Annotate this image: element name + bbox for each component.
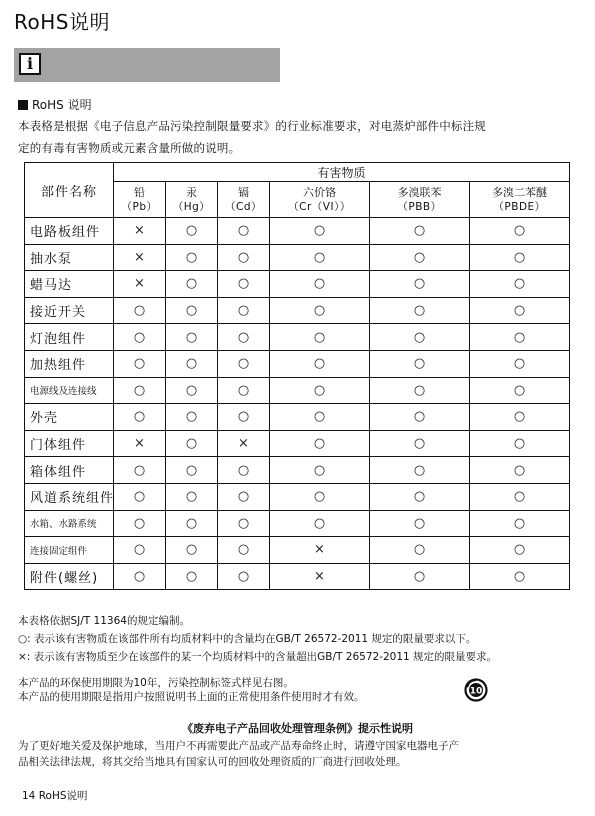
substance-mark-cell: ○ [114, 297, 166, 324]
substance-mark-cell: ○ [218, 537, 270, 564]
recycle-body [18, 738, 588, 770]
env-protection-line: 本产品的环保使用期限为10年，污染控制标签式样见右图。 [18, 677, 294, 689]
notes [18, 612, 588, 666]
section-heading [18, 96, 92, 113]
table-row [25, 537, 570, 564]
substance-mark-cell: × [114, 218, 166, 245]
substance-mark-cell: ○ [166, 483, 218, 510]
substance-mark-cell: ○ [114, 537, 166, 564]
bullet-square-icon [18, 100, 28, 110]
part-name-cell: 灯泡组件 [25, 324, 114, 351]
substance-mark-cell: ○ [114, 457, 166, 484]
part-name-cell: 门体组件 [25, 430, 114, 457]
part-name-cell: 外壳 [25, 404, 114, 431]
substance-mark-cell: ○ [370, 244, 470, 271]
substance-mark-cell: × [114, 430, 166, 457]
substance-mark-cell: ○ [470, 297, 570, 324]
part-name-cell: 接近开关 [25, 297, 114, 324]
substance-mark-cell: ○ [166, 377, 218, 404]
note-line: ○: 表示该有害物质在该部件所有均质材料中的含量均在GB/T 26572-2011 规定的限量要求以下。 [18, 633, 477, 645]
substance-mark-cell: × [114, 271, 166, 298]
substance-name: 多溴联苯 [397, 185, 442, 199]
substance-mark-cell: ○ [370, 457, 470, 484]
substance-mark-cell: ○ [114, 377, 166, 404]
substance-mark-cell: ○ [166, 537, 218, 564]
substance-mark-cell: ○ [270, 430, 370, 457]
table-row [25, 324, 570, 351]
table-row [25, 430, 570, 457]
substance-mark-cell: ○ [218, 510, 270, 537]
substance-mark-cell: ○ [370, 377, 470, 404]
substance-mark-cell: ○ [114, 404, 166, 431]
substance-mark-cell: × [270, 563, 370, 590]
info-icon: i [19, 53, 41, 75]
substance-mark-cell: ○ [166, 297, 218, 324]
substance-mark-cell: ○ [370, 324, 470, 351]
hazardous-substances-header: 有害物质 [114, 163, 570, 182]
substance-mark-cell: ○ [270, 377, 370, 404]
substance-mark-cell: ○ [166, 563, 218, 590]
substance-mark-cell: ○ [470, 404, 570, 431]
substance-header [114, 182, 166, 218]
substance-mark-cell: ○ [270, 457, 370, 484]
table-row [25, 350, 570, 377]
substance-mark-cell: ○ [218, 244, 270, 271]
substance-mark-cell: ○ [370, 483, 470, 510]
substance-mark-cell: ○ [470, 457, 570, 484]
substance-mark-cell: ○ [166, 457, 218, 484]
substance-mark-cell: ○ [218, 324, 270, 351]
page-footer: 14 RoHS说明 [22, 790, 88, 802]
substance-mark-cell: ○ [270, 324, 370, 351]
substance-mark-cell: ○ [218, 271, 270, 298]
substance-symbol: （Cd） [225, 200, 262, 213]
part-name-cell: 风道系统组件 [25, 483, 114, 510]
substance-mark-cell: ○ [218, 350, 270, 377]
substance-mark-cell: ○ [470, 563, 570, 590]
table-row [25, 271, 570, 298]
substance-mark-cell: ○ [370, 218, 470, 245]
intro-line: 本表格是根据《电子信息产品污染控制限量要求》的行业标准要求，对电蒸炉部件中标注规 [18, 119, 486, 133]
table-row [25, 457, 570, 484]
part-name-cell: 电源线及连接线 [25, 377, 114, 404]
substance-mark-cell: ○ [166, 350, 218, 377]
part-name-cell: 附件(螺丝) [25, 563, 114, 590]
part-name-cell: 箱体组件 [25, 457, 114, 484]
substance-mark-cell: ○ [114, 324, 166, 351]
substance-mark-cell: ○ [114, 483, 166, 510]
substance-mark-cell: ○ [370, 430, 470, 457]
substance-mark-cell: ○ [470, 218, 570, 245]
substance-mark-cell: ○ [114, 563, 166, 590]
recycle-line: 品相关法律法规，将其交给当地具有国家认可的回收处理资质的厂商进行回收处理。 [18, 756, 407, 768]
substance-mark-cell: ○ [218, 457, 270, 484]
substance-mark-cell: ○ [270, 297, 370, 324]
env-protection-line: 本产品的使用期限是指用户按照说明书上面的正常使用条件使用时才有效。 [18, 691, 365, 703]
substance-mark-cell: ○ [470, 244, 570, 271]
substance-header [166, 182, 218, 218]
substance-name: 铅 [134, 185, 145, 199]
rohs-table [24, 162, 570, 590]
substance-mark-cell: ○ [470, 430, 570, 457]
substance-mark-cell: ○ [166, 218, 218, 245]
substance-mark-cell: ○ [270, 218, 370, 245]
substance-header [470, 182, 570, 218]
substance-mark-cell: ○ [166, 510, 218, 537]
substance-name: 镉 [238, 185, 249, 199]
substance-mark-cell: ○ [470, 324, 570, 351]
table-row [25, 404, 570, 431]
substance-mark-cell: ○ [218, 483, 270, 510]
substance-mark-cell: ○ [218, 563, 270, 590]
substance-mark-cell: ○ [218, 218, 270, 245]
table-row [25, 244, 570, 271]
part-name-cell: 加热组件 [25, 350, 114, 377]
table-row [25, 297, 570, 324]
substance-mark-cell: ○ [270, 271, 370, 298]
substance-name: 汞 [186, 185, 197, 199]
substance-mark-cell: ○ [470, 537, 570, 564]
info-banner [14, 48, 280, 82]
substance-mark-cell: ○ [370, 297, 470, 324]
substance-symbol: （PBDE） [493, 200, 546, 213]
table-row [25, 563, 570, 590]
substance-symbol: （PBB） [397, 200, 442, 213]
substance-mark-cell: ○ [370, 537, 470, 564]
table-row [25, 377, 570, 404]
substance-mark-cell: ○ [470, 377, 570, 404]
substance-mark-cell: × [114, 244, 166, 271]
substance-mark-cell: ○ [470, 483, 570, 510]
substance-mark-cell: ○ [166, 430, 218, 457]
epup-label: 10 [469, 686, 483, 697]
substance-mark-cell: × [218, 430, 270, 457]
substance-mark-cell: ○ [166, 404, 218, 431]
substance-mark-cell: ○ [470, 350, 570, 377]
substance-mark-cell: × [270, 537, 370, 564]
substance-mark-cell: ○ [370, 271, 470, 298]
substance-mark-cell: ○ [270, 404, 370, 431]
part-name-cell: 抽水泵 [25, 244, 114, 271]
part-name-cell: 电路板组件 [25, 218, 114, 245]
substance-mark-cell: ○ [270, 350, 370, 377]
substance-name: 六价铬 [303, 185, 336, 199]
substance-mark-cell: ○ [370, 350, 470, 377]
substance-header [370, 182, 470, 218]
table-row [25, 483, 570, 510]
substance-mark-cell: ○ [270, 244, 370, 271]
substance-mark-cell: ○ [218, 377, 270, 404]
substance-mark-cell: ○ [166, 324, 218, 351]
env-protection-text [18, 676, 365, 704]
recycle-title: 《废弃电子产品回收处理管理条例》提示性说明 [182, 722, 413, 735]
part-name-cell: 连接固定组件 [25, 537, 114, 564]
intro-paragraph [18, 115, 583, 159]
intro-line: 定的有毒有害物质或元素含量所做的说明。 [18, 141, 241, 155]
page-title: RoHS说明 [14, 10, 110, 34]
substance-mark-cell: ○ [218, 404, 270, 431]
substance-mark-cell: ○ [370, 563, 470, 590]
substance-mark-cell: ○ [270, 510, 370, 537]
part-name-header: 部件名称 [25, 163, 114, 218]
substance-mark-cell: ○ [166, 244, 218, 271]
substance-symbol: （Hg） [172, 200, 211, 213]
substance-mark-cell: ○ [114, 350, 166, 377]
table-row [25, 510, 570, 537]
substance-header [218, 182, 270, 218]
part-name-cell: 蜡马达 [25, 271, 114, 298]
substance-mark-cell: ○ [114, 510, 166, 537]
substance-mark-cell: ○ [370, 404, 470, 431]
section-heading-text: RoHS 说明 [32, 98, 92, 112]
substance-mark-cell: ○ [370, 510, 470, 537]
table-row [25, 218, 570, 245]
note-line: ×: 表示该有害物质至少在该部件的某一个均质材料中的含量超出GB/T 26572-2011 规定的限量要求。 [18, 651, 498, 663]
substance-mark-cell: ○ [470, 510, 570, 537]
part-name-cell: 水箱、水路系统 [25, 510, 114, 537]
substance-symbol: （Pb） [121, 200, 158, 213]
substance-name: 多溴二苯醚 [492, 185, 548, 199]
substance-mark-cell: ○ [218, 297, 270, 324]
substance-mark-cell: ○ [270, 483, 370, 510]
epup-10-icon [464, 678, 488, 702]
note-line: 本表格依据SJ/T 11364的规定编制。 [18, 615, 190, 627]
substance-header [270, 182, 370, 218]
substance-symbol: （Cr（VI）） [288, 200, 351, 213]
recycle-line: 为了更好地关爱及保护地球，当用户不再需要此产品或产品寿命终止时，请遵守国家电器电子产 [18, 740, 459, 752]
substance-mark-cell: ○ [470, 271, 570, 298]
substance-mark-cell: ○ [166, 271, 218, 298]
